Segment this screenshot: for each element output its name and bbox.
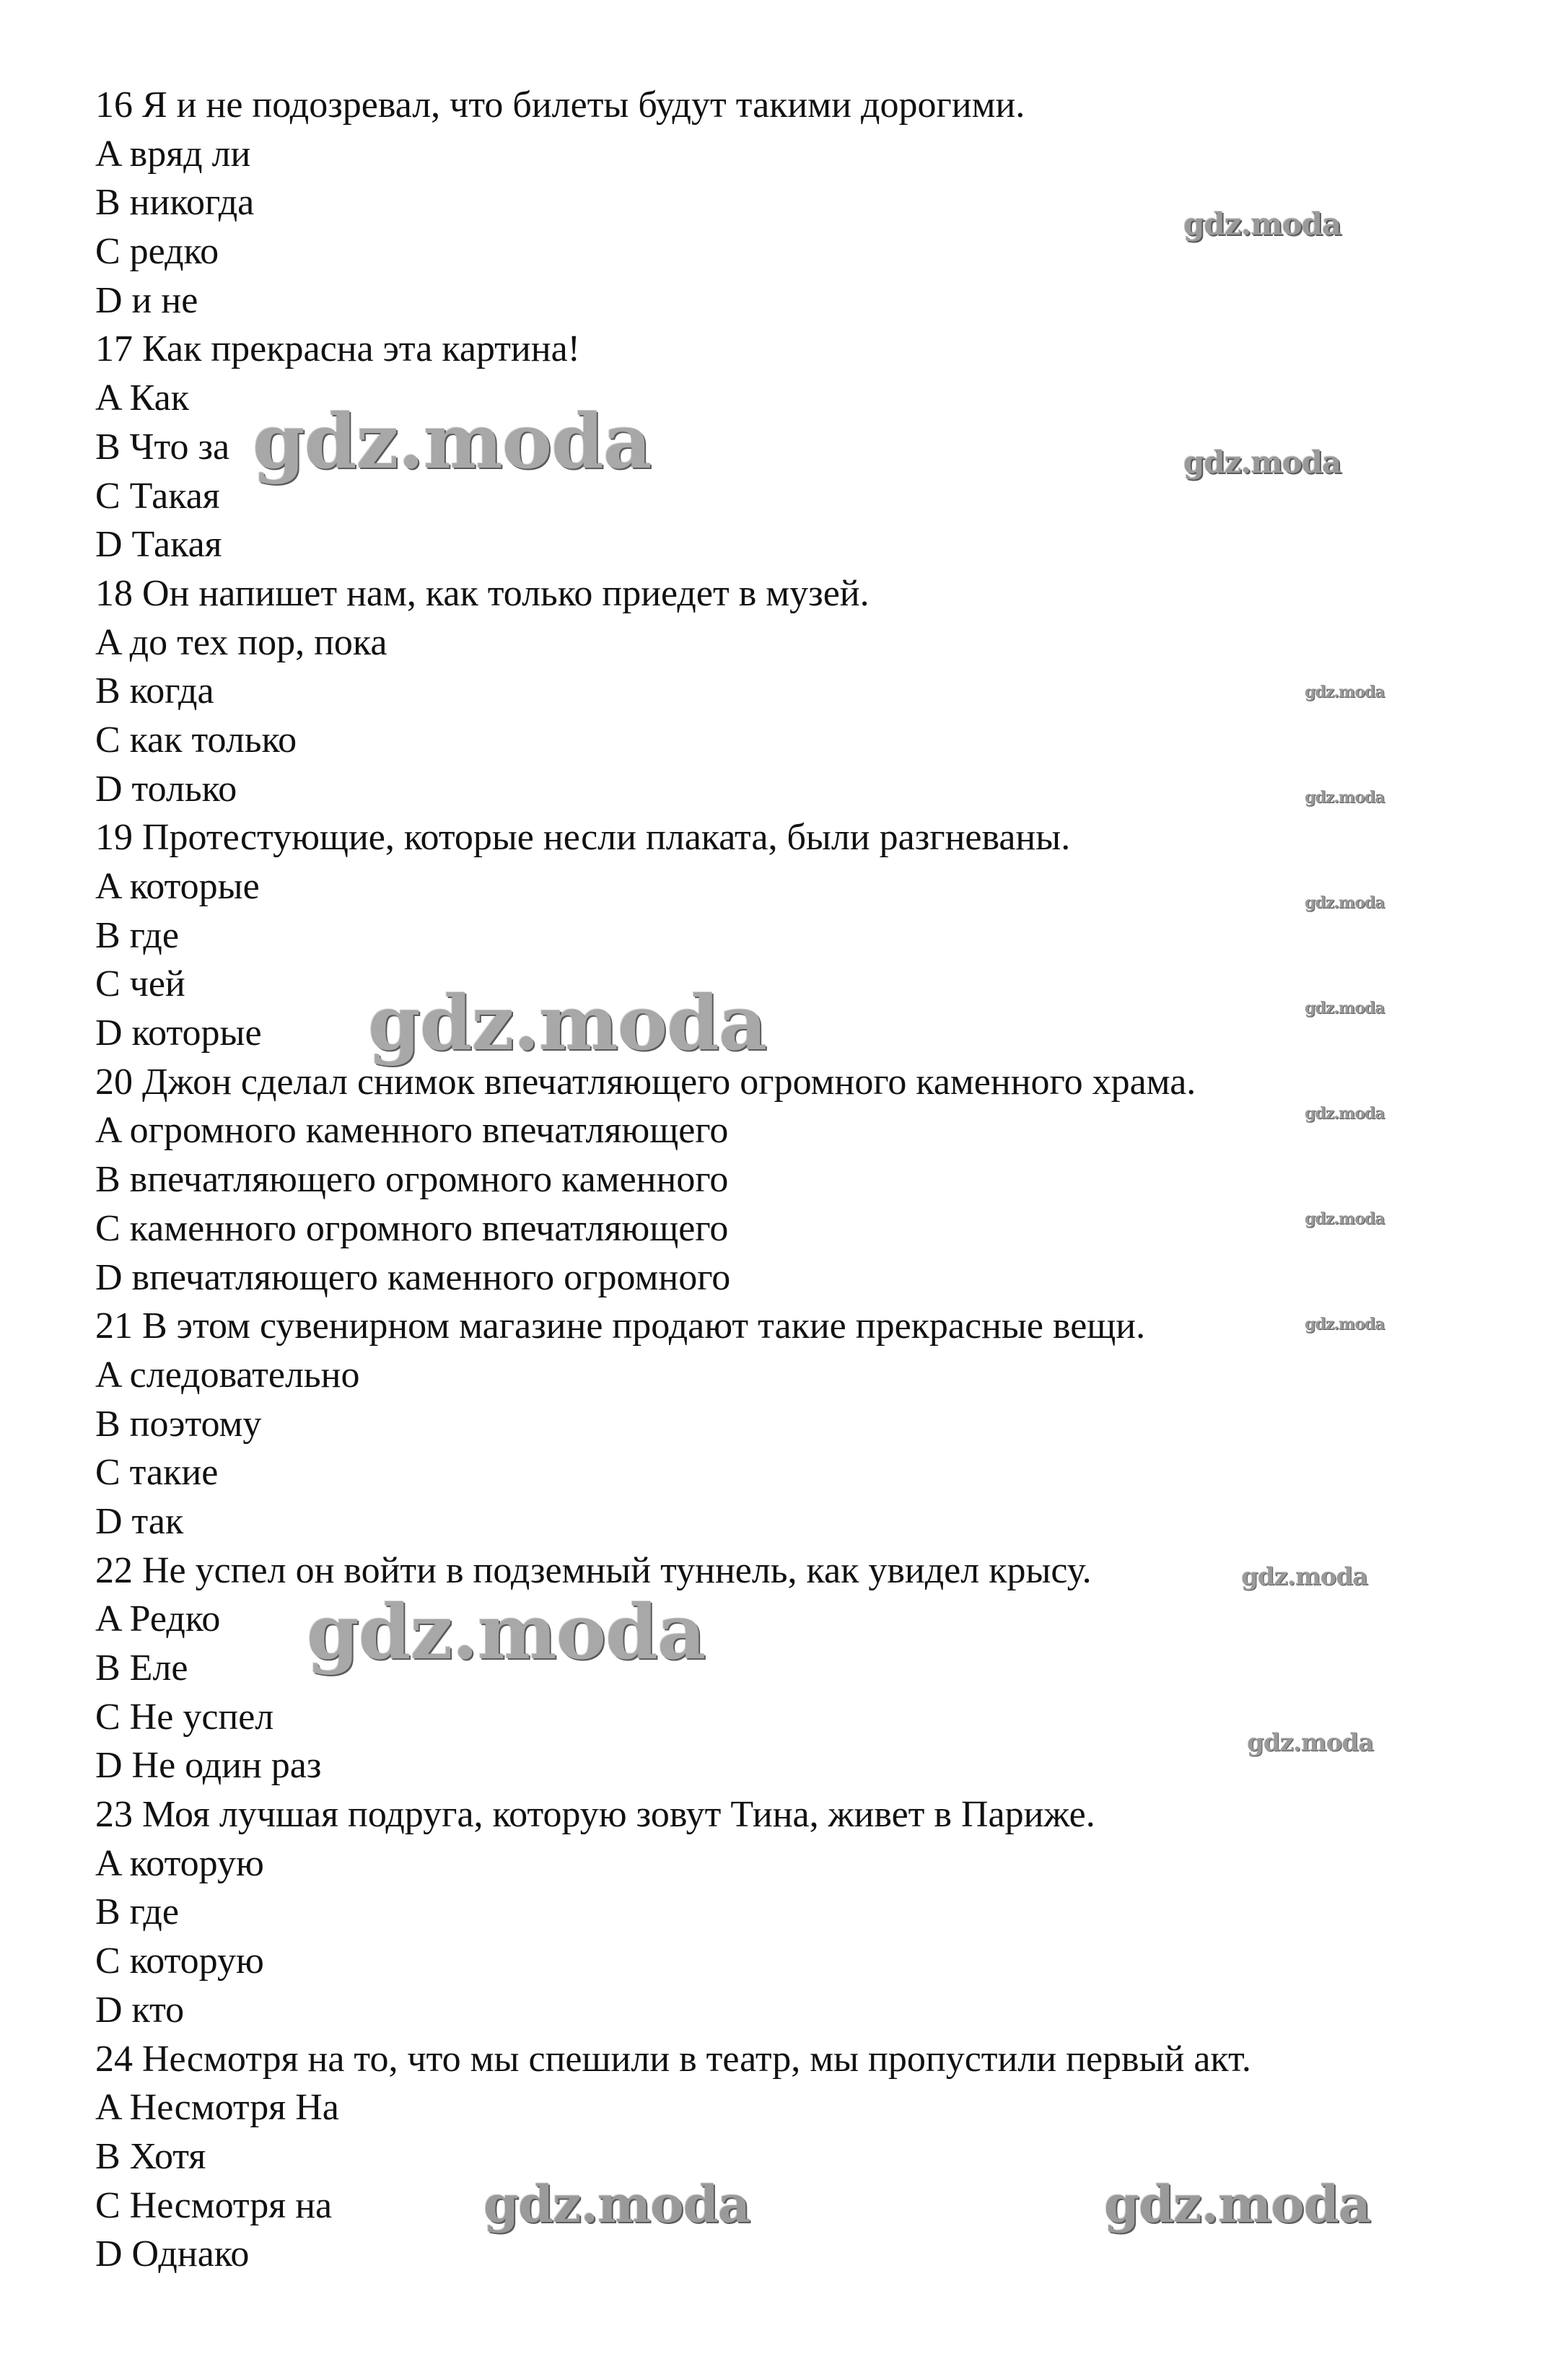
watermark: gdz.moda: [1305, 1104, 1385, 1123]
watermark: gdz.moda: [483, 2174, 750, 2234]
answer-19-a: A которые: [95, 866, 260, 907]
answer-16-a: A вряд ли: [95, 133, 251, 175]
answer-17-d: D Такая: [95, 524, 222, 566]
watermark: gdz.moda: [1305, 1315, 1385, 1334]
answer-18-a: A до тех пор, пока: [95, 621, 387, 663]
answer-16-d: D и не: [95, 279, 198, 321]
watermark: gdz.moda: [1305, 683, 1385, 701]
answer-18-d: D только: [95, 768, 237, 810]
answer-21-c: C такие: [95, 1452, 219, 1494]
answer-23-d: D кто: [95, 1989, 185, 2031]
watermark: gdz.moda: [1183, 206, 1341, 242]
answer-21-d: D так: [95, 1500, 184, 1542]
watermark: gdz.moda: [253, 397, 652, 486]
watermark: gdz.moda: [1305, 788, 1385, 807]
answer-24-c: C Несмотря на: [95, 2184, 333, 2226]
answer-17-c: C Такая: [95, 475, 220, 517]
question-20: 20 Джон сделал снимок впечатляющего огромного каменного храма.: [95, 1061, 1196, 1103]
question-23: 23 Моя лучшая подруга, которую зовут Тина, живет в Париже.: [95, 1794, 1095, 1836]
answer-18-c: C как только: [95, 719, 297, 761]
question-19: 19 Протестующие, которые несли плаката, были разгневаны.: [95, 817, 1071, 859]
question-21: 21 В этом сувенирном магазине продают такие прекрасные вещи.: [95, 1305, 1146, 1347]
answer-19-c: C чей: [95, 963, 185, 1005]
answer-23-b: B где: [95, 1891, 179, 1933]
watermark: gdz.moda: [1104, 2174, 1371, 2234]
question-22: 22 Не успел он войти в подземный туннель, как увидел крысу.: [95, 1549, 1092, 1591]
answer-21-a: A следовательно: [95, 1354, 360, 1396]
watermark: gdz.moda: [1183, 445, 1341, 480]
answer-22-c: C Не успел: [95, 1696, 274, 1738]
answer-17-a: A Как: [95, 377, 190, 419]
question-18: 18 Он напишет нам, как только приедет в музей.: [95, 572, 870, 614]
watermark: gdz.moda: [1305, 893, 1385, 912]
answer-19-d: D которые: [95, 1012, 262, 1054]
answer-19-b: B где: [95, 914, 179, 956]
answer-24-b: B Хотя: [95, 2135, 206, 2177]
answer-24-d: D Однако: [95, 2233, 250, 2275]
answer-22-a: A Редко: [95, 1598, 221, 1640]
answer-20-d: D впечатляющего каменного огромного: [95, 1256, 731, 1298]
answer-20-c: C каменного огромного впечатляющего: [95, 1207, 729, 1249]
answer-21-b: B поэтому: [95, 1403, 262, 1445]
question-17: 17 Как прекрасна эта картина!: [95, 328, 580, 370]
answer-23-a: A которую: [95, 1842, 264, 1884]
watermark: gdz.moda: [1305, 999, 1385, 1017]
watermark: gdz.moda: [1247, 1728, 1374, 1757]
answer-20-a: A огромного каменного впечатляющего: [95, 1110, 729, 1152]
watermark: gdz.moda: [1241, 1562, 1368, 1591]
answer-24-a: A Несмотря На: [95, 2087, 339, 2129]
question-16: 16 Я и не подозревал, что билеты будут такими дорогими.: [95, 84, 1025, 126]
watermark: gdz.moda: [1305, 1209, 1385, 1228]
watermark: gdz.moda: [368, 979, 767, 1067]
answer-22-b: B Еле: [95, 1647, 188, 1689]
answer-18-b: B когда: [95, 670, 214, 712]
answer-16-b: B никогда: [95, 182, 255, 224]
watermark: gdz.moda: [307, 1588, 706, 1676]
answer-17-b: B Что за: [95, 426, 230, 468]
answer-16-c: C редко: [95, 231, 219, 273]
answer-23-c: C которую: [95, 1940, 264, 1982]
answer-20-b: B впечатляющего огромного каменного: [95, 1159, 729, 1201]
answer-22-d: D Не один раз: [95, 1745, 322, 1787]
question-24: 24 Несмотря на то, что мы спешили в театр, мы пропустили первый акт.: [95, 2038, 1251, 2080]
